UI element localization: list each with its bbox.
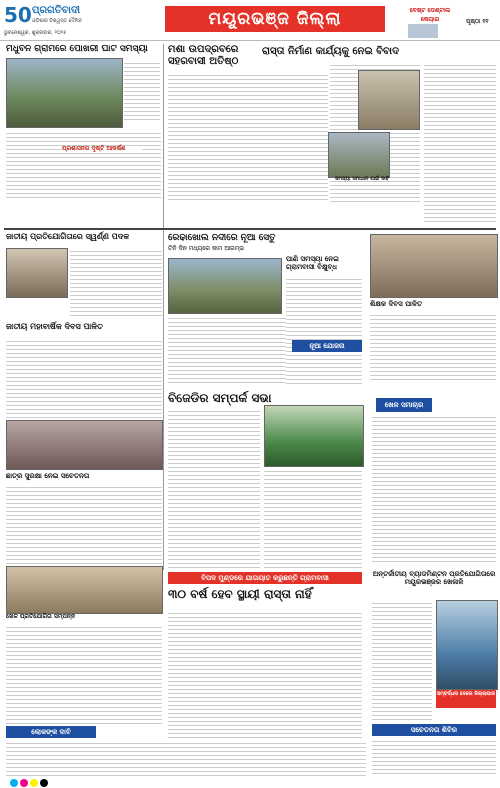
page-number: ପୃଷ୍ଠା ୧୧ — [466, 18, 489, 25]
story-1-headline[interactable]: ମଧୁବନ ଗ୍ରାମରେ ପୋଖରୀ ଘାଟ ସମସ୍ୟା — [6, 44, 148, 54]
story-14-caption: ସମ୍ବର୍ଦ୍ଧନା ଦେଲେ ଜିଲ୍ଲାପାଳ — [436, 690, 496, 708]
story-7-body — [286, 276, 362, 386]
story-6-photo — [168, 258, 282, 314]
story-5-body — [6, 338, 162, 418]
row-rule — [4, 228, 496, 230]
dateline: ଭୁବନେଶ୍ୱର, ଶୁକ୍ରବାର, ୨୦୨୫ — [4, 30, 67, 36]
registration-mark — [20, 779, 28, 787]
story-2-body — [168, 72, 328, 200]
box-3-head: ଲୋକଙ୍କ ଦାବି — [6, 726, 96, 738]
box-4-head: ସଚେତନତା ଶିବିର — [372, 724, 496, 736]
district-banner: ମୟୂରଭଞ୍ଜ ଜିଲ୍ଲା — [165, 6, 385, 32]
box-3-body — [6, 740, 366, 776]
story-5-headline[interactable]: ଜାତୀୟ ମହାବାର୍ଷିକ ଦିବସ ପାଳିତ — [6, 322, 103, 331]
story-8-body-2 — [264, 468, 362, 568]
story-12-body — [168, 610, 362, 760]
story-1-subhead: ପ୍ରଶାସନର ଦୃଷ୍ଟି ଆକର୍ଷଣ — [62, 146, 142, 153]
story-9-headline[interactable]: ଶିକ୍ଷକ ଦିବସ ପାଳିତ — [370, 300, 422, 308]
promo-photo — [408, 24, 438, 38]
story-13-photo — [436, 600, 498, 690]
story-1-body — [6, 130, 161, 200]
story-8-photo — [264, 405, 364, 467]
story-11-body — [6, 624, 162, 724]
column-rule-2 — [163, 230, 164, 570]
story-12-kicker: ବିପଦ ମୁଣ୍ଡରେ ଯାତାୟାତ କରୁଛନ୍ତି ଗ୍ରାମବାସୀ — [168, 572, 362, 584]
story-8-body — [168, 408, 260, 568]
registration-mark — [30, 779, 38, 787]
story-2-headline[interactable]: ମଶା ଉପଦ୍ରବରେ ସହରବାସୀ ଅତିଷ୍ଠ — [168, 44, 239, 67]
story-5-photo — [6, 420, 163, 470]
logo-number: 50 — [4, 3, 32, 27]
story-11-headline[interactable]: ଖେଳ ପ୍ରତିଯୋଗିତା ସମ୍ପନ୍ନ — [6, 613, 76, 620]
story-4-body — [70, 248, 162, 318]
registration-mark — [10, 779, 18, 787]
story-11-photo — [6, 566, 163, 614]
story-9-photo — [370, 234, 498, 298]
promo-text: ବେଷ୍ଟ ଡେଣ୍ଟାଲ କେୟାର — [409, 7, 451, 23]
story-3-body-right — [424, 62, 496, 222]
story-6-headline[interactable]: ରେଢାଖୋଲ ନଦୀରେ ନୂଆ ସେତୁ — [168, 233, 276, 243]
story-3-photo — [358, 70, 420, 130]
story-13-body — [372, 600, 432, 720]
story-4-headline[interactable]: ଜାତୀୟ ପ୍ରତିଯୋଗିତାରେ ସ୍ୱର୍ଣ୍ଣ ପଦକ — [6, 232, 130, 241]
story-12-headline[interactable]: ୩୦ ବର୍ଷ ହେବ ସ୍ଥାୟୀ ରାସ୍ତା ନାହିଁ — [168, 587, 312, 601]
box-1-head: ନୂଆ ଯୋଜନା — [292, 340, 362, 352]
story-6-subhead: ତିନି ଦିନ ମଧ୍ୟରେ କାମ ଆରମ୍ଭ — [168, 245, 244, 252]
story-3-caption: ସମସ୍ୟା ସମାଧାନ ପାଇଁ ଦାବି — [335, 176, 389, 182]
box-2-head: ଖେଳ ସମାଚାର — [376, 398, 432, 412]
story-10-body — [6, 484, 162, 564]
story-3-headline[interactable]: ରାସ୍ତା ନିର୍ମାଣ କାର୍ଯ୍ୟକୁ ନେଇ ବିବାଦ — [262, 46, 399, 57]
story-4-photo — [6, 248, 68, 298]
box-4-body — [372, 738, 496, 776]
box-2-body — [372, 414, 496, 564]
masthead — [0, 0, 500, 41]
story-1-column-right — [124, 60, 160, 120]
column-rule — [163, 44, 164, 228]
logo-name: ପ୍ରଗତିବାଦୀ — [32, 5, 81, 16]
story-8-headline[interactable]: ବିଜେଡିର ସମ୍ପର୍କ ସଭା — [168, 391, 272, 405]
story-7-headline[interactable]: ପାଣି ସମସ୍ୟା ନେଇ ଗ୍ରାମବାସୀ ବିକ୍ଷୁବ୍ଧ — [286, 255, 339, 272]
story-13-headline[interactable]: ଅନ୍ତର୍ଜାତୀୟ ବ୍ୟାଡମିଣ୍ଟନ ପ୍ରତିଯୋଗିତାରେ ମୟୂରଭଞ୍ଜର ଖେଳାଳି — [372, 570, 496, 587]
logo-tagline: ଓଡ଼ିଶାର ବିଶ୍ୱସ୍ତ ଦୈନିକ — [32, 18, 82, 24]
story-3-photo-2 — [328, 132, 390, 178]
story-10-headline[interactable]: ଛାତ୍ର ସୁରକ୍ଷା ନେଇ ସଚେତନତା — [6, 472, 90, 480]
story-1-photo — [6, 58, 123, 128]
story-9-body — [370, 312, 496, 382]
registration-mark — [40, 779, 48, 787]
